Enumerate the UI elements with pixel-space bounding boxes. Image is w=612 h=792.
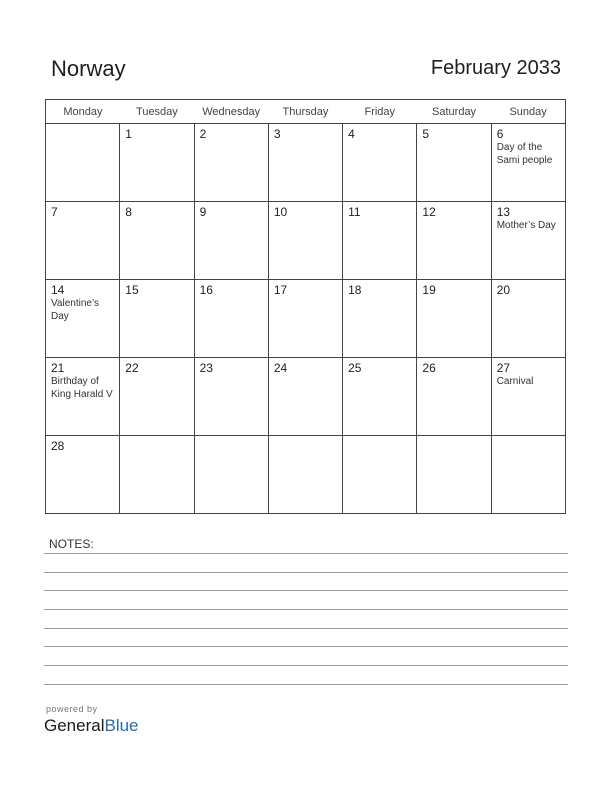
calendar-week-row: [46, 358, 566, 436]
month-year-title: February 2033: [430, 57, 561, 79]
day-number: 21: [51, 361, 65, 375]
calendar-week-row: [46, 436, 566, 514]
weekday-wednesday: Wednesday: [194, 100, 268, 124]
calendar-day-cell[interactable]: [268, 358, 342, 436]
calendar-day-cell[interactable]: [46, 436, 120, 514]
calendar-day-cell[interactable]: [194, 358, 268, 436]
weekday-thursday: Thursday: [268, 100, 342, 124]
calendar-day-cell[interactable]: [343, 358, 417, 436]
calendar-day-cell[interactable]: [417, 202, 491, 280]
notes-line: [44, 628, 568, 629]
calendar-day-cell[interactable]: [268, 280, 342, 358]
calendar-day-cell[interactable]: [343, 124, 417, 202]
day-number: 23: [199, 361, 213, 375]
day-number: 17: [273, 283, 288, 297]
notes-line: [44, 684, 568, 685]
notes-label: NOTES:: [49, 537, 94, 551]
calendar-day-cell[interactable]: [343, 436, 417, 514]
day-number: 27: [496, 361, 511, 375]
country-title: Norway: [51, 56, 126, 81]
day-number: 5: [422, 127, 430, 141]
calendar-grid: [45, 99, 566, 514]
calendar-day-cell[interactable]: [491, 358, 565, 436]
calendar-week-row: [46, 124, 566, 202]
calendar-day-cell[interactable]: [120, 124, 194, 202]
calendar-day-cell[interactable]: [120, 280, 194, 358]
day-number: 11: [348, 205, 361, 219]
day-number: 4: [348, 127, 355, 141]
calendar-day-cell[interactable]: [417, 280, 491, 358]
notes-line: [44, 609, 568, 610]
day-number: 12: [422, 205, 436, 219]
calendar-day-cell[interactable]: [194, 124, 268, 202]
calendar-day-cell[interactable]: [343, 280, 417, 358]
calendar-week-row: [46, 202, 566, 280]
brand-logo-general: General: [44, 716, 105, 735]
day-number: 16: [199, 283, 213, 297]
weekday-saturday: Saturday: [417, 100, 491, 124]
calendar-day-cell[interactable]: [417, 436, 491, 514]
day-number: 26: [422, 361, 436, 375]
day-number: 28: [51, 439, 65, 453]
calendar-day-cell[interactable]: [491, 202, 565, 280]
day-number: 18: [348, 283, 362, 297]
holiday-label: Carnival: [496, 376, 534, 387]
calendar-day-cell[interactable]: [268, 202, 342, 280]
day-number: 13: [496, 205, 511, 219]
holiday-label: Valentine’s Day: [51, 298, 99, 322]
day-number: 10: [273, 205, 288, 219]
holiday-label: Mother’s Day: [496, 220, 556, 231]
calendar-day-cell[interactable]: [417, 124, 491, 202]
calendar-day-cell[interactable]: [46, 202, 120, 280]
calendar-day-cell[interactable]: [46, 280, 120, 358]
day-number: 9: [199, 205, 207, 219]
notes-line: [44, 590, 568, 591]
day-number: 3: [273, 127, 281, 141]
calendar-day-cell[interactable]: [491, 436, 565, 514]
day-number: 19: [422, 283, 436, 297]
day-number: 1: [125, 127, 132, 141]
day-number: 2: [199, 127, 207, 141]
day-number: 7: [51, 205, 58, 219]
holiday-label: Birthday of King Harald V: [51, 376, 113, 400]
notes-line: [44, 646, 568, 647]
calendar-day-cell[interactable]: [491, 124, 565, 202]
brand-logo-blue: Blue: [104, 716, 139, 735]
day-number: 15: [125, 283, 139, 297]
brand-logo[interactable]: [44, 716, 139, 736]
calendar-day-cell[interactable]: [120, 358, 194, 436]
calendar-day-cell[interactable]: [46, 358, 120, 436]
calendar-day-cell[interactable]: [491, 280, 565, 358]
calendar-day-cell[interactable]: [343, 202, 417, 280]
calendar-day-cell[interactable]: [417, 358, 491, 436]
calendar-day-cell[interactable]: [194, 436, 268, 514]
day-number: 24: [273, 361, 288, 375]
weekday-monday: Monday: [46, 100, 120, 124]
day-number: 6: [496, 127, 504, 141]
day-number: 20: [496, 283, 511, 297]
holiday-label: Day of the Sami people: [496, 142, 553, 166]
notes-line: [44, 572, 568, 573]
calendar-day-cell[interactable]: [120, 436, 194, 514]
notes-line: [44, 665, 568, 666]
calendar-week-row: [46, 280, 566, 358]
calendar-day-cell[interactable]: [268, 124, 342, 202]
weekday-header-row: [46, 100, 566, 124]
day-number: 8: [125, 205, 132, 219]
weekday-friday: Friday: [343, 100, 417, 124]
powered-by-text: powered by: [46, 704, 98, 714]
calendar-day-cell[interactable]: [194, 280, 268, 358]
notes-line: [44, 553, 568, 554]
calendar-day-cell[interactable]: [268, 436, 342, 514]
calendar-day-cell[interactable]: [194, 202, 268, 280]
day-number: 22: [125, 361, 139, 375]
weekday-tuesday: Tuesday: [120, 100, 194, 124]
day-number: 25: [348, 361, 362, 375]
weekday-sunday: Sunday: [491, 100, 565, 124]
day-number: 14: [51, 283, 65, 297]
calendar-day-cell[interactable]: [120, 202, 194, 280]
calendar-day-cell[interactable]: [46, 124, 120, 202]
